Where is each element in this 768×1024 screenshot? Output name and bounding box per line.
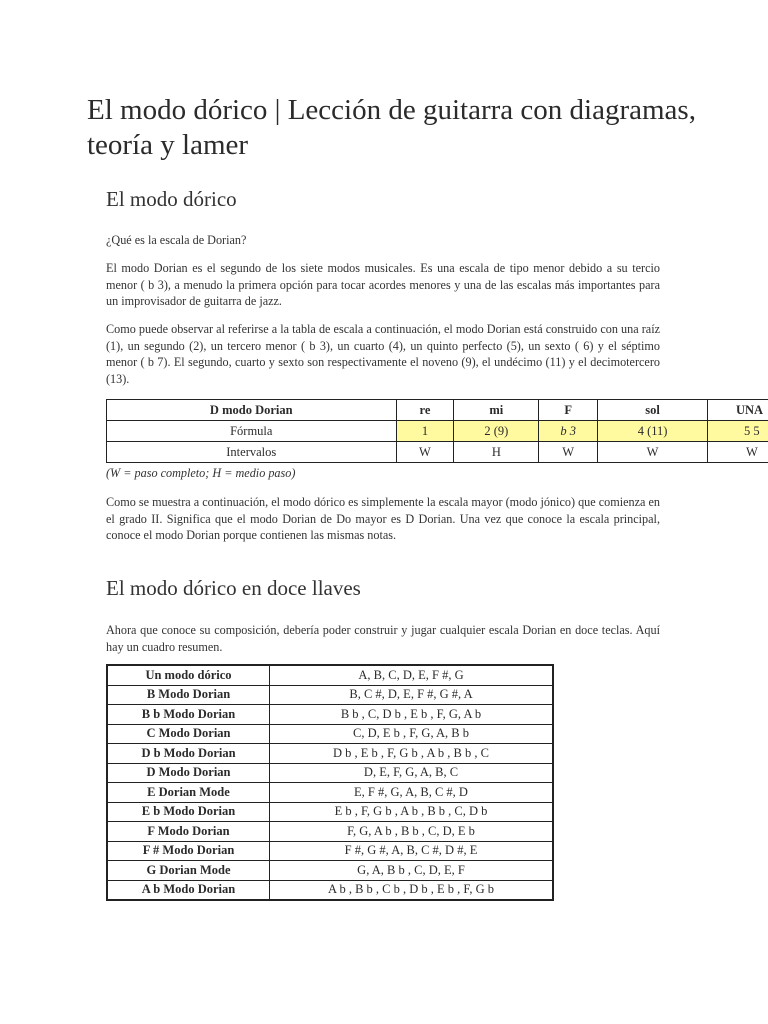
key-row [107,685,553,705]
question-text: ¿Qué es la escala de Dorian? [106,233,247,247]
key-notes-cell: D b , E b , F, G b , A b , B b , C [270,744,554,764]
formula-cell: 2 (9) [454,421,539,442]
formula-cell: 4 (11) [598,421,708,442]
key-name-cell: D Modo Dorian [107,763,270,783]
interval-cell: W [598,442,708,463]
key-row [107,861,553,881]
twelve-keys-table [106,664,554,901]
interval-cell: W [707,442,768,463]
key-notes-cell: D, E, F, G, A, B, C [270,763,554,783]
key-name-cell: F Modo Dorian [107,822,270,842]
key-row [107,880,553,900]
scale-formula-table [106,399,768,463]
key-name-cell: F # Modo Dorian [107,841,270,861]
key-row [107,724,553,744]
formula-cell: 1 [396,421,454,442]
key-name-cell: G Dorian Mode [107,861,270,881]
key-row [107,705,553,725]
scale-header-cell: UNA [707,400,768,421]
key-notes-cell: E, F #, G, A, B, C #, D [270,783,554,803]
key-name-cell: E Dorian Mode [107,783,270,803]
scale-header-cell: sol [598,400,708,421]
key-name-cell: C Modo Dorian [107,724,270,744]
paragraph-major-relation: Como se muestra a continuación, el modo dórico es simplemente la escala mayor (modo jónico) que comienza en el grado II. Significa que el modo Dorian de Do mayor es D Dorian. Una vez que conoce la escala principal, conoce el modo Dorian porque contienen las mismas notas. [106,495,660,543]
paragraph-summary-intro: Ahora que conoce su composición, debería poder construir y jugar cualquier escala Dorian en doce teclas. Aquí hay un cuadro resumen. [106,623,660,654]
paragraph-construction: Como puede observar al referirse a la tabla de escala a continuación, el modo Dorian está construido con una raíz (1), un segundo (2), un tercero menor ( b 3), un cuarto (4), un quinto perfecto (5), un sexto ( 6) y el séptimo menor ( b 7). El segundo, cuarto y sexto son respectivamente el noveno (9), el undécimo (11) y el decimotercero (13). [106,322,660,386]
scale-table-header-row [107,400,768,421]
scale-table-intervals-row [107,442,768,463]
key-name-cell: A b Modo Dorian [107,880,270,900]
key-notes-cell: B, C #, D, E, F #, G #, A [270,685,554,705]
key-notes-cell: F, G, A b , B b , C, D, E b [270,822,554,842]
section-heading-dorian: El modo dórico [106,187,237,211]
scale-header-cell: re [396,400,454,421]
interval-cell: H [454,442,539,463]
scale-table-formula-row [107,421,768,442]
key-notes-cell: B b , C, D b , E b , F, G, A b [270,705,554,725]
formula-cell: 5 5 [707,421,768,442]
key-row [107,841,553,861]
key-name-cell: D b Modo Dorian [107,744,270,764]
key-notes-cell: E b , F, G b , A b , B b , C, D b [270,802,554,822]
key-row [107,783,553,803]
formula-label: Fórmula [107,421,397,442]
page-title: El modo dórico | Lección de guitarra con diagramas, teoría y lamer [87,94,696,161]
interval-cell: W [396,442,454,463]
key-row [107,802,553,822]
key-row [107,665,553,685]
key-row [107,822,553,842]
key-name-cell: E b Modo Dorian [107,802,270,822]
section-heading-twelve-keys: El modo dórico en doce llaves [106,576,361,600]
step-legend-note: (W = paso completo; H = medio paso) [106,466,296,480]
key-notes-cell: C, D, E b , F, G, A, B b [270,724,554,744]
paragraph-intro: El modo Dorian es el segundo de los siete modos musicales. Es una escala de tipo menor debido a su tercio menor ( b 3), a menudo la primera opción para tocar acordes menores y una de las escalas más importantes para un improvisador de guitarra de jazz. [106,261,660,309]
scale-header-cell: D modo Dorian [107,400,397,421]
key-name-cell: B b Modo Dorian [107,705,270,725]
formula-cell: b 3 [539,421,598,442]
key-row [107,744,553,764]
scale-header-cell: F [539,400,598,421]
key-notes-cell: A b , B b , C b , D b , E b , F, G b [270,880,554,900]
interval-cell: W [539,442,598,463]
intervals-label: Intervalos [107,442,397,463]
key-notes-cell: A, B, C, D, E, F #, G [270,665,554,685]
key-notes-cell: G, A, B b , C, D, E, F [270,861,554,881]
key-notes-cell: F #, G #, A, B, C #, D #, E [270,841,554,861]
key-row [107,763,553,783]
key-name-cell: B Modo Dorian [107,685,270,705]
scale-header-cell: mi [454,400,539,421]
key-name-cell: Un modo dórico [107,665,270,685]
